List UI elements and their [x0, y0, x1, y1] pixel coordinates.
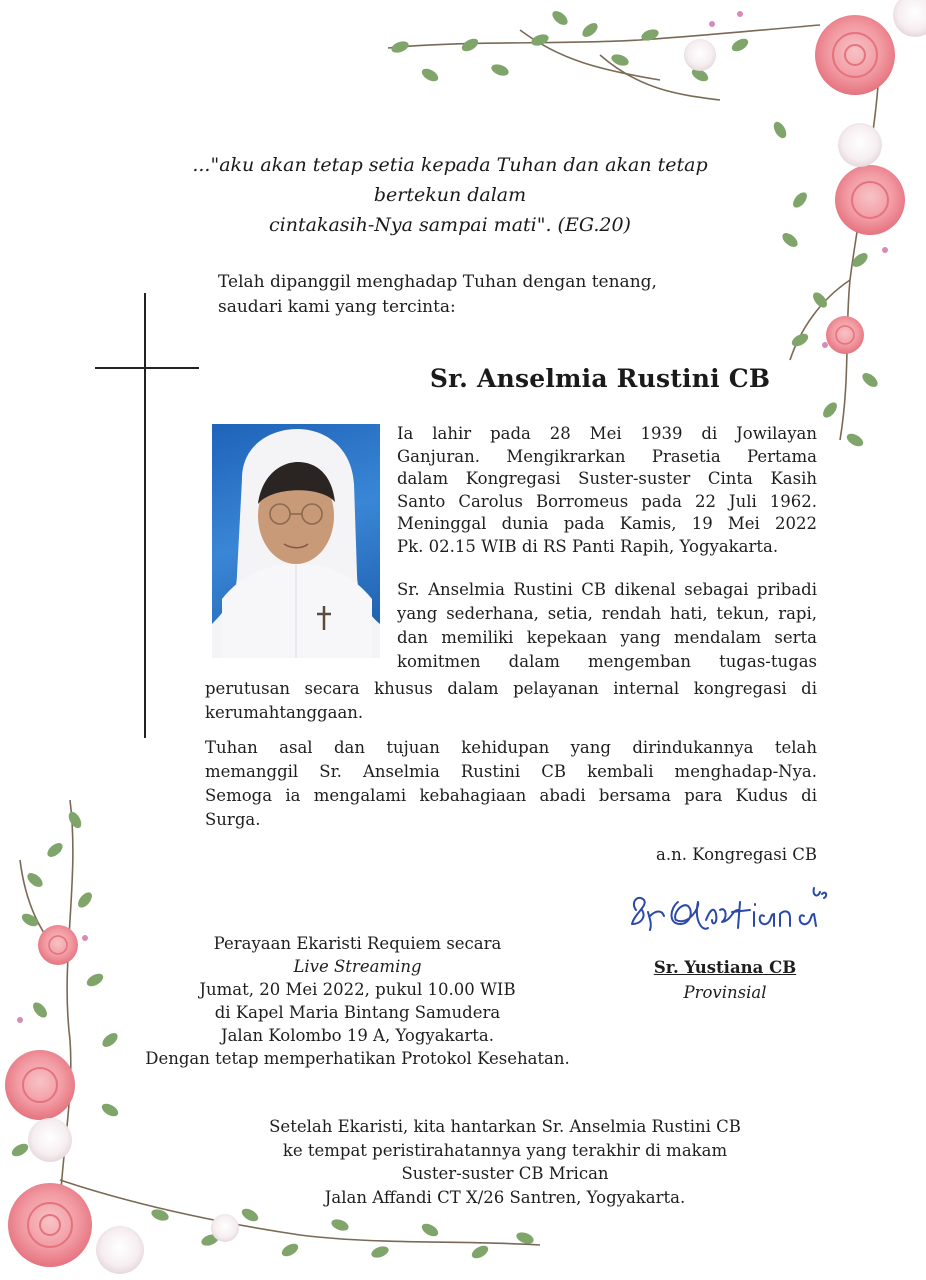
mass-line: Jumat, 20 Mei 2022, pukul 10.00 WIB — [199, 980, 516, 999]
burial-line: Suster-suster CB Mrican — [401, 1164, 609, 1183]
deceased-name: Sr. Anselmia Rustini CB — [429, 364, 771, 393]
closing-line: Semoga ia mengalami kebahagiaan abadi bersama para Kudus di — [205, 786, 817, 805]
description-line: Sr. Anselmia Rustini CB dikenal sebagai pribadi — [397, 580, 817, 599]
burial-line: Jalan Affandi CT X/26 Santren, Yogyakarta. — [324, 1187, 686, 1207]
closing-line: memanggil Sr. Anselmia Rustini CB kembali menghadap-Nya. — [205, 762, 817, 781]
bio-line: dalam Kongregasi Suster-suster Cinta Kasih — [397, 469, 817, 488]
epitaph-quote — [150, 150, 750, 240]
mass-line: Perayaan Ekaristi Requiem secara — [213, 934, 502, 953]
description-line: dan memiliki kepekaan yang mendalam serta — [397, 628, 817, 647]
nun-portrait-illustration — [212, 424, 380, 658]
biography — [397, 423, 817, 558]
cross-horizontal — [95, 367, 199, 369]
portrait-photo — [212, 424, 380, 658]
signatory-role: Provinsial — [683, 983, 767, 1002]
closing-line: Surga. — [205, 810, 261, 829]
bio-line: Ia lahir pada 28 Mei 1939 di Jowilayan — [397, 424, 817, 443]
mass-line: di Kapel Maria Bintang Samudera — [214, 1003, 501, 1022]
description-line: yang sederhana, setia, rendah hati, tekun, rapi, — [397, 604, 817, 623]
intro-text — [218, 270, 657, 320]
burial-announcement — [230, 1115, 780, 1209]
description-line: komitmen dalam mengemban tugas-tugas — [397, 652, 817, 671]
mass-line: Jalan Kolombo 19 A, Yogyakarta. — [220, 1026, 495, 1045]
closing-paragraph — [205, 736, 817, 832]
bio-line: Pk. 02.15 WIB di RS Panti Rapih, Yogyakarta. — [397, 536, 779, 556]
intro-line: Telah dipanggil menghadap Tuhan dengan tenang, — [218, 272, 657, 292]
bio-line: Meninggal dunia pada Kamis, 19 Mei 2022 — [397, 514, 817, 533]
cross-vertical — [144, 293, 146, 738]
mass-announcement — [120, 932, 595, 1070]
mass-line: Dengan tetap memperhatikan Protokol Kesehatan. — [145, 1049, 570, 1068]
signatory-name: Sr. Yustiana CB — [653, 958, 797, 977]
description-line: perutusan secara khusus dalam pelayanan internal kongregasi di — [205, 679, 817, 698]
description-line: kerumahtanggaan. — [205, 703, 364, 722]
handwritten-signature — [628, 880, 828, 950]
bio-line: Santo Carolus Borromeus pada 22 Juli 1962. — [397, 491, 817, 511]
quote-line: ..."aku akan tetap setia kepada Tuhan dan akan tetap bertekun dalam — [192, 154, 708, 206]
intro-line: saudari kami yang tercinta: — [218, 297, 456, 317]
burial-line: Setelah Ekaristi, kita hantarkan Sr. Anselmia Rustini CB — [269, 1117, 741, 1136]
character-description-continued — [205, 677, 817, 725]
burial-line: ke tempat peristirahatannya yang terakhir di makam — [282, 1140, 728, 1160]
on-behalf-of: a.n. Kongregasi CB — [656, 845, 817, 864]
quote-line: cintakasih-Nya sampai mati". (EG.20) — [269, 214, 631, 236]
bio-line: Ganjuran. Mengikrarkan Prasetia Pertama — [397, 446, 817, 466]
mass-line: Live Streaming — [293, 957, 422, 976]
closing-line: Tuhan asal dan tujuan kehidupan yang dirindukannya telah — [205, 738, 817, 757]
character-description — [397, 578, 817, 674]
